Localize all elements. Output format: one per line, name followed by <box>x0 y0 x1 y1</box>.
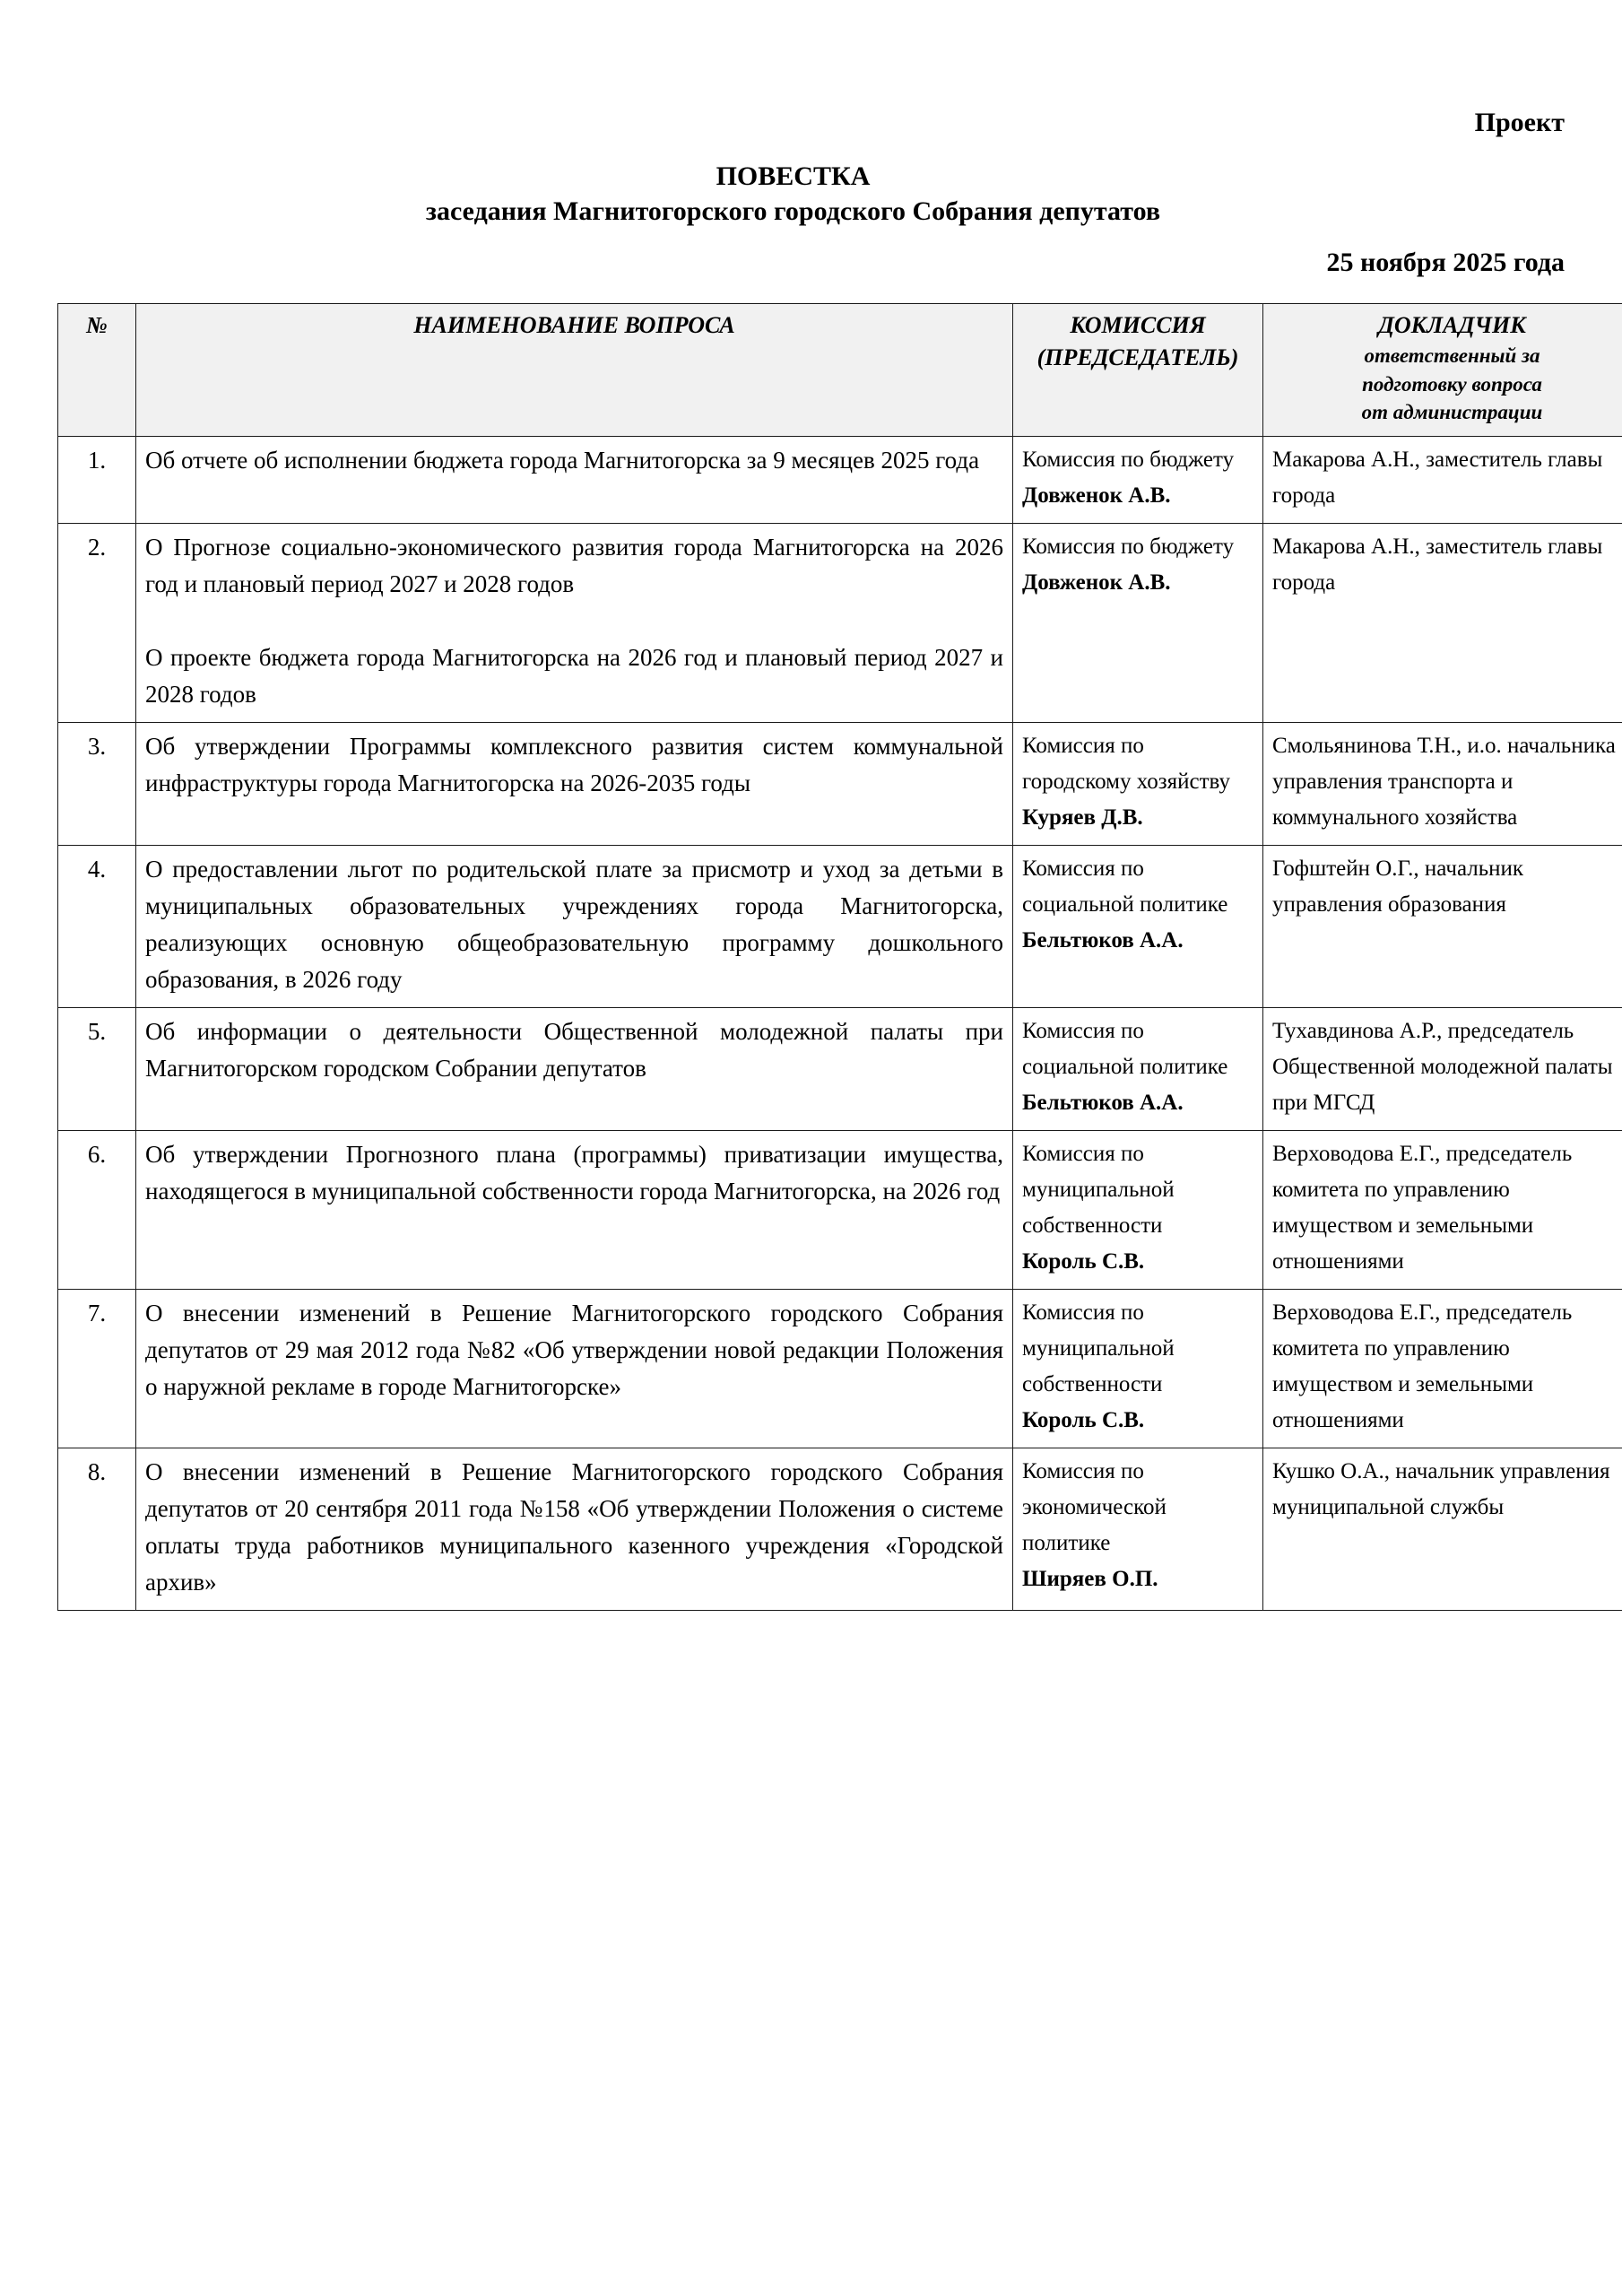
question-name <box>136 1131 1013 1290</box>
column-header-reporter-line1: ДОКЛАДЧИК <box>1378 312 1526 338</box>
question-name <box>136 437 1013 524</box>
column-header-commission <box>1013 304 1263 437</box>
table-header <box>58 304 1622 437</box>
agenda-table <box>57 303 1622 1611</box>
commission-cell <box>1013 437 1263 524</box>
table-body <box>58 437 1622 1611</box>
question-paragraph: О внесении изменений в Решение Магнитогорского городского Собрания депутатов от 20 сентября 2011 года №158 «Об утверждении Положения о системе оплаты труда работников муниципального казенного учреждения «Городской архив» <box>145 1458 1003 1596</box>
table-row <box>58 1008 1622 1131</box>
commission-chair: Куряев Д.В. <box>1022 805 1143 831</box>
meeting-date: 25 ноября 2025 года <box>1326 247 1565 277</box>
table-row <box>58 846 1622 1008</box>
question-paragraph: Об утверждении Прогнозного плана (программы) приватизации имущества, находящегося в муниципальной собственности города Магнитогорска, на 2026 год <box>145 1141 1003 1205</box>
row-number: 6. <box>58 1131 136 1290</box>
table-row <box>58 524 1622 723</box>
commission-name: Комиссия по городскому хозяйству <box>1022 734 1230 795</box>
row-number: 7. <box>58 1290 136 1448</box>
commission-chair: Довженок А.В. <box>1022 570 1171 596</box>
question-paragraph: Об отчете об исполнении бюджета города Магнитогорска за 9 месяцев 2025 года <box>145 447 980 474</box>
question-name <box>136 723 1013 846</box>
reporter-cell: Смольянинова Т.Н., и.о. начальника управления транспорта и коммунального хозяйства <box>1263 723 1622 846</box>
row-number: 2. <box>58 524 136 723</box>
column-header-commission-line2: (ПРЕДСЕДАТЕЛЬ) <box>1037 344 1239 370</box>
reporter-cell: Верховодова Е.Г., председатель комитета по управлению имуществом и земельными отношениями <box>1263 1131 1622 1290</box>
question-name <box>136 1008 1013 1131</box>
question-paragraph: О Прогнозе социально-экономического развития города Магнитогорска на 2026 год и плановый период 2027 и 2028 годов <box>145 534 1003 598</box>
commission-name: Комиссия по социальной политике <box>1022 1019 1228 1080</box>
agenda-table-wrapper <box>57 303 1616 1611</box>
question-name <box>136 524 1013 723</box>
commission-chair: Довженок А.В. <box>1022 483 1171 509</box>
column-header-reporter-line4: от администрации <box>1361 401 1543 424</box>
commission-name: Комиссия по муниципальной собственности <box>1022 1142 1175 1239</box>
column-header-reporter-line3: подготовку вопроса <box>1362 372 1542 396</box>
reporter-cell: Макарова А.Н., заместитель главы города <box>1263 437 1622 524</box>
commission-chair: Ширяев О.П. <box>1022 1567 1158 1592</box>
commission-cell <box>1013 524 1263 723</box>
question-paragraph: О внесении изменений в Решение Магнитогорского городского Собрания депутатов от 29 мая 2012 года №82 «Об утверждении новой редакции Положения о наружной рекламе в городе Магнитогорске» <box>145 1300 1003 1401</box>
commission-chair: Бельтюков А.А. <box>1022 928 1184 953</box>
row-number: 5. <box>58 1008 136 1131</box>
commission-cell <box>1013 1008 1263 1131</box>
question-paragraph: О предоставлении льгот по родительской плате за присмотр и уход за детьми в муниципальных образовательных учреждениях города Магнитогорска, реализующих основную общеобразовательную программу дошкольного образования, в 2026 году <box>145 856 1003 994</box>
commission-cell <box>1013 1131 1263 1290</box>
row-number: 1. <box>58 437 136 524</box>
commission-cell <box>1013 1448 1263 1611</box>
commission-name: Комиссия по экономической политике <box>1022 1459 1167 1556</box>
draft-label: Проект <box>1474 108 1565 137</box>
commission-name: Комиссия по социальной политике <box>1022 857 1228 918</box>
reporter-cell: Кушко О.А., начальник управления муниципальной службы <box>1263 1448 1622 1611</box>
commission-name: Комиссия по муниципальной собственности <box>1022 1300 1175 1397</box>
commission-chair: Бельтюков А.А. <box>1022 1091 1184 1116</box>
commission-chair: Король С.В. <box>1022 1408 1145 1433</box>
table-row <box>58 1131 1622 1290</box>
reporter-cell: Тухавдинова А.Р., председатель Общественной молодежной палаты при МГСД <box>1263 1008 1622 1131</box>
commission-cell <box>1013 723 1263 846</box>
row-number: 4. <box>58 846 136 1008</box>
question-paragraph-secondary: О проекте бюджета города Магнитогорска на 2026 год и плановый период 2027 и 2028 годов <box>145 644 1003 709</box>
reporter-cell: Макарова А.Н., заместитель главы города <box>1263 524 1622 723</box>
commission-cell <box>1013 846 1263 1008</box>
commission-name: Комиссия по бюджету <box>1022 448 1235 473</box>
page-subtitle: заседания Магнитогорского городского Собрания депутатов <box>425 196 1161 226</box>
row-number: 8. <box>58 1448 136 1611</box>
reporter-cell: Верховодова Е.Г., председатель комитета по управлению имуществом и земельными отношениями <box>1263 1290 1622 1448</box>
table-header-row <box>58 304 1622 437</box>
question-name <box>136 1448 1013 1611</box>
commission-cell <box>1013 1290 1263 1448</box>
column-header-reporter-line2: ответственный за <box>1364 344 1540 367</box>
question-paragraph: Об информации о деятельности Общественной молодежной палаты при Магнитогорском городском Собрании депутатов <box>145 1018 1003 1083</box>
row-number: 3. <box>58 723 136 846</box>
column-header-commission-line1: КОМИССИЯ <box>1070 312 1206 338</box>
table-row <box>58 723 1622 846</box>
reporter-cell: Гофштейн О.Г., начальник управления образования <box>1263 846 1622 1008</box>
document-header <box>57 108 1565 280</box>
commission-chair: Король С.В. <box>1022 1249 1145 1274</box>
question-name <box>136 846 1013 1008</box>
table-row <box>58 1290 1622 1448</box>
table-row <box>58 437 1622 524</box>
column-header-reporter <box>1263 304 1622 437</box>
column-header-question-name: НАИМЕНОВАНИЕ ВОПРОСА <box>136 304 1013 437</box>
table-row <box>58 1448 1622 1611</box>
page-title: ПОВЕСТКА <box>716 161 871 191</box>
question-paragraph: Об утверждении Программы комплексного развития систем коммунальной инфраструктуры города Магнитогорска на 2026-2035 годы <box>145 733 1003 797</box>
column-header-number: № <box>58 304 136 437</box>
question-name <box>136 1290 1013 1448</box>
commission-name: Комиссия по бюджету <box>1022 535 1235 560</box>
